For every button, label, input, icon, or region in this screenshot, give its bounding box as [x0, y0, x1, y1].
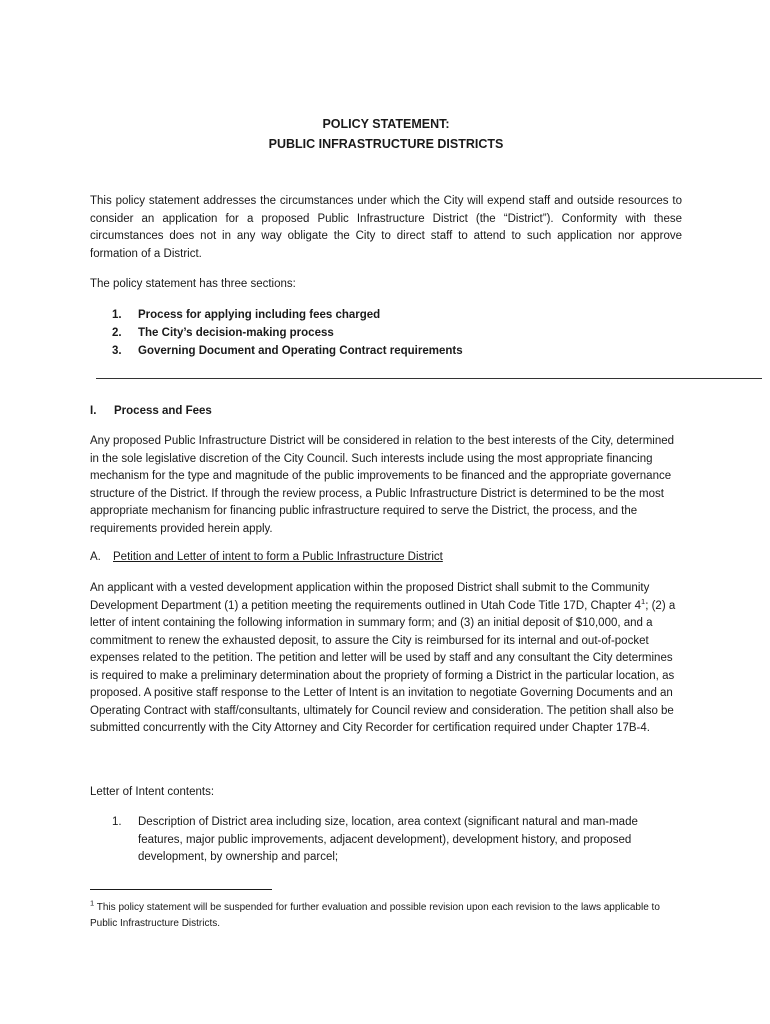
section-heading-text: Process and Fees — [114, 405, 212, 417]
intro-paragraph: This policy statement addresses the circumstances under which the City will expend staff and outside resources to consider an application for a proposed Public Infrastructure District (the “District”). Conformity with these circumstances does not in any way obligate the City to direct staff to attend to such application nor approve formation of a District. — [90, 195, 682, 260]
footnote-ref: 1 — [641, 596, 646, 606]
horizontal-divider — [96, 378, 762, 379]
subsection-heading — [90, 549, 443, 567]
footnote-number: 1 — [90, 898, 95, 908]
list-number: 1. — [112, 816, 122, 828]
subsection-number: A. — [90, 551, 101, 563]
list-item — [90, 306, 463, 324]
section-number: I. — [90, 405, 97, 417]
section-paragraph: Any proposed Public Infrastructure District will be considered in relation to the best interests of the City, determined in the sole legislative discretion of the City Council. Such interests include using the most appropriate financing mechanism for the type and magnitude of the public improvements to be financed and the appropriate governance structure of the District. If through the review process, a Public Infrastructure District is determined to be the most appropriate mechanism for financing public infrastructure required to serve the District, the process, and the requirements provided herein apply. — [90, 435, 675, 535]
loi-lead: Letter of Intent contents: — [90, 786, 215, 798]
page-subtitle: PUBLIC INFRASTRUCTURE DISTRICTS — [268, 137, 504, 151]
list-text: Description of District area including size, location, area context (significant natural and man-made features, major public improvements, adjacent development), development history, and proposed development, by ownership and parcel; — [138, 816, 638, 863]
list-text: Governing Document and Operating Contract requirements — [138, 345, 463, 357]
list-item — [90, 324, 463, 342]
subsection-paragraph — [90, 580, 682, 738]
section-heading — [90, 403, 212, 421]
sections-list — [90, 306, 463, 360]
list-item — [90, 814, 682, 867]
list-number: 3. — [112, 345, 122, 357]
list-text: Process for applying including fees charged — [138, 309, 381, 321]
list-item — [90, 342, 463, 360]
subsection-heading-text: Petition and Letter of intent to form a Public Infrastructure District — [113, 551, 443, 563]
paragraph-part: ; (2) a letter of intent containing the following information in summary form; and (3) an initial deposit of $10,000, and a commitment to renew the exhausted deposit, to assure the City is reimbursed for its internal and out-of-pocket expenses related to the petition. The petition and letter will be used by staff and any consultant the City determines is required to make a preliminary determination about the propriety of forming a District in the particular location, as proposed. A positive staff response to the Letter of Intent is an invitation to negotiate Governing Documents and an Operating Contract with staff/consultants, ultimately for Council review and consideration. The petition shall also be submitted concurrently with the City Attorney and City Recorder for certification required under Chapter 17B-4. — [90, 599, 676, 734]
list-text: The City’s decision-making process — [138, 327, 334, 339]
footnote-text: This policy statement will be suspended for further evaluation and possible revision upon each revision to the laws applicable to Public Infrastructure Districts. — [90, 902, 660, 929]
footnote-divider — [90, 889, 272, 890]
sections-lead: The policy statement has three sections: — [90, 278, 296, 290]
page-title: POLICY STATEMENT: — [322, 117, 450, 131]
loi-list — [90, 814, 682, 867]
list-number: 1. — [112, 309, 122, 321]
paragraph-part: An applicant with a vested development application within the proposed District shall submit to the Community Development Department (1) a petition meeting the requirements outlined in Utah Code Title 17D, Chapter 4 — [90, 582, 650, 612]
footnote — [90, 900, 682, 932]
list-number: 2. — [112, 327, 122, 339]
